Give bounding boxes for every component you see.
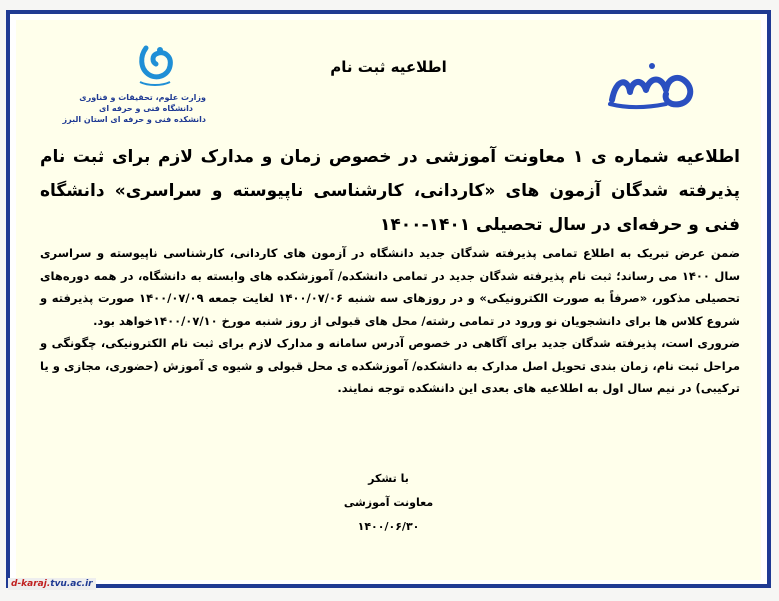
emblem-logo [606,56,701,118]
signature-thanks: با تشکر [368,472,409,485]
notice-page [16,20,761,580]
university-line: دانشگاه فنی و حرفه ای [99,104,193,113]
heading-line: پذیرفته شدگان آزمون های «کاردانی، کارشناسی ناپیوسته و سراسری» دانشگاه [40,181,740,201]
college-line: دانشکده فنی و حرفه ای استان البرز [62,115,206,124]
notice-heading [40,140,740,242]
heading-line: اطلاعیه شماره ی ۱ معاونت آموزشی در خصوص زمان و مدارک لازم برای ثبت نام [40,147,740,167]
site-watermark [8,578,96,590]
notice-body [40,242,740,400]
calligraphy-emblem-icon [606,56,701,118]
ministry-text [62,92,206,125]
watermark-prefix: d-karaj. [11,579,51,589]
ministry-line: وزارت علوم، تحقیقات و فناوری [79,93,206,102]
watermark-domain: tvu.ac.ir [50,579,93,589]
notice-header [16,20,761,132]
signature-office: معاونت آموزشی [343,496,434,509]
signature-date: ۱۴۰۰/۰۶/۳۰ [357,520,420,533]
paragraph-registration: ضمن عرض تبریک به اطلاع تمامی پذیرفته شدگان جدید دانشگاه در آزمون های کاردانی، کارشناسی ناپیوسته و سراسری سال ۱۴۰۰ می رساند؛ ثبت نام پذیرفته شدگان جدید در تمامی دانشکده/ آموزشکده های وابسته به دانشگاه، در همه دوره‌های تحصیلی مذکور، «صرفاً به صورت الکترونیکی» و در روزهای سه شنبه ۱۴۰۰/۰۷/۰۶ لغایت جمعه ۱۴۰۰/۰۷/۰۹ صورت پذیرفته و شروع کلاس ها برای دانشجویان نو ورود در تمامی رشته/ محل های قبولی از روز شنبه مورخ ۱۴۰۰/۰۷/۱۰خواهد بود. [40,246,741,328]
notice-title: اطلاعیه ثبت نام [330,58,447,76]
paragraph-instructions: ضروری است، پذیرفته شدگان جدید برای آگاهی در خصوص آدرس سامانه و مدارک لازم برای ثبت نام الکترونیکی، چگونگی و مراحل ثبت نام، زمان بندی تحویل اصل مدارک به دانشکده/ آموزشکده ی محل قبولی و شیوه ی آموزش (حضوری، مجازی و یا ترکیبی) در نیم سال اول به اطلاعیه های بعدی این دانشکده توجه نمایند. [40,336,740,395]
heading-line: فنی و حرفه‌ای در سال تحصیلی ۱۴۰۱-۱۴۰۰ [380,215,740,235]
